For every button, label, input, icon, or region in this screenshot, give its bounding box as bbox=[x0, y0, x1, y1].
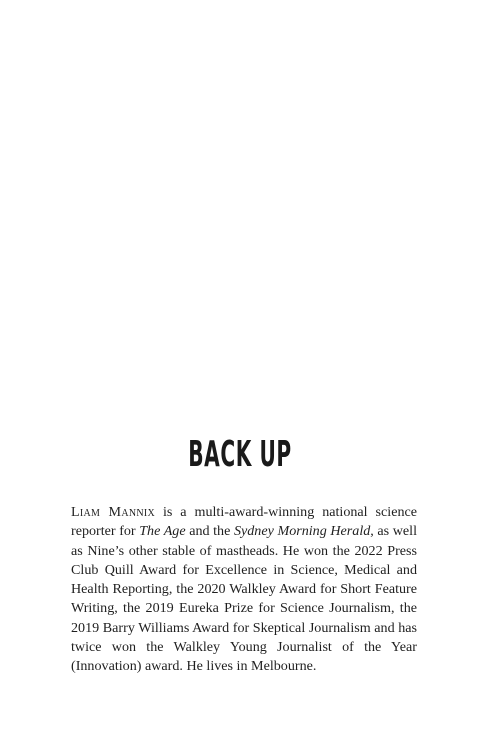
bio-text-2: and the bbox=[185, 523, 234, 540]
publication-the-age: The Age bbox=[139, 523, 186, 540]
bio-text-1: is a multi-award-winning national science reporter for bbox=[71, 504, 418, 540]
book-title: BACK UP bbox=[188, 434, 292, 475]
publication-smh: Sydney Morning Herald bbox=[233, 523, 371, 540]
author-bio bbox=[71, 503, 417, 677]
author-name: Liam Mannix bbox=[71, 504, 156, 520]
bio-text-3: , as well as Nine’s other stable of mastheads. He won the 2022 Press Club Quill Award for Excellence in Science, Medical and Health Reporting, the 2020 Walkley Award for Short Feature Writing, the 2019 Eureka Prize for Science Journalism, the 2019 Barry Williams Award for Skeptical Journalism and has twice won the Walkley Young Journalist of the Year (Innovation) award. He lives in Melbourne. bbox=[71, 523, 418, 675]
